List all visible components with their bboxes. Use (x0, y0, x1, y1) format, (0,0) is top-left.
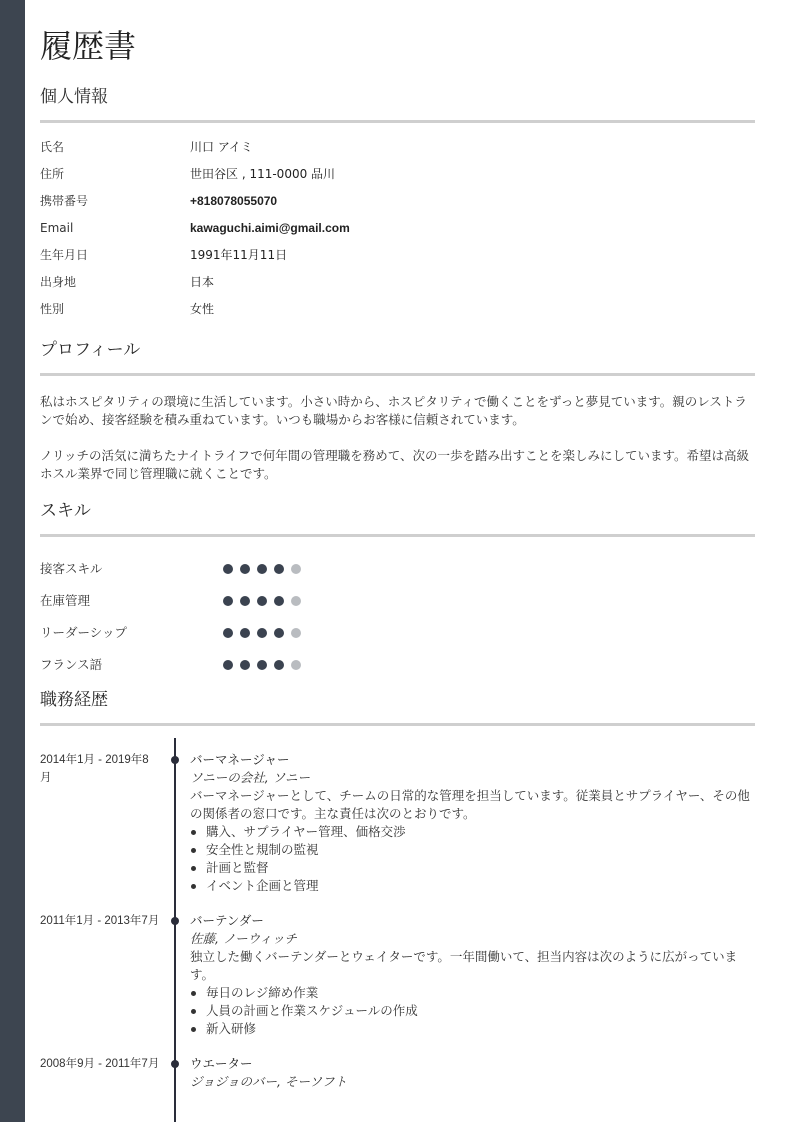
rating-dot-filled-icon (223, 628, 233, 638)
rating-dot-filled-icon (257, 564, 267, 574)
job-bullet: 毎日のレジ締め作業 (190, 984, 758, 1002)
info-label: 性別 (40, 302, 65, 316)
section-title-skills: スキル (40, 501, 91, 521)
info-label: 住所 (40, 167, 65, 181)
rating-dot-filled-icon (274, 660, 284, 670)
skill-name: フランス語 (40, 657, 103, 672)
info-label: 携帯番号 (40, 194, 89, 208)
section-divider (40, 534, 755, 537)
job-bullet: 人員の計画と作業スケジュールの作成 (190, 1002, 758, 1020)
rating-dot-filled-icon (223, 564, 233, 574)
rating-dot-filled-icon (240, 660, 250, 670)
skill-name: リーダーシップ (40, 625, 128, 640)
rating-dot-filled-icon (240, 628, 250, 638)
info-label: 生年月日 (40, 248, 89, 262)
job-company: ジョジョのバー, そーソフト (190, 1074, 347, 1089)
skill-row (40, 559, 440, 579)
rating-dot-empty-icon (291, 628, 301, 638)
rating-dot-filled-icon (223, 660, 233, 670)
rating-dot-filled-icon (274, 628, 284, 638)
info-value: 1991年11月11日 (190, 248, 288, 262)
rating-dot-empty-icon (291, 660, 301, 670)
document-title: 履歴書 (40, 27, 137, 65)
rating-dot-filled-icon (274, 564, 284, 574)
profile-paragraph: ノリッチの活気に満ちたナイトライフで何年間の管理職を務めて、次の一歩を踏み出すことを楽しみにしています。希望は高級ホスル業界で同じ管理職に就くことです。 (40, 448, 750, 481)
job-date: 2014年1月 - 2019年8月 (40, 754, 149, 784)
section-divider (40, 120, 755, 123)
timeline-dot-icon (171, 917, 179, 925)
info-row-email (40, 217, 755, 239)
timeline-dot-icon (171, 756, 179, 764)
info-row-phone (40, 190, 755, 212)
info-row-address (40, 163, 755, 185)
info-label: 氏名 (40, 140, 65, 154)
section-divider (40, 373, 755, 376)
job-date: 2008年9月 - 2011年7月 (40, 1058, 160, 1070)
job-title: バーマネージャー (190, 752, 290, 767)
rating-dot-filled-icon (257, 596, 267, 606)
info-value: +818078055070 (190, 194, 278, 208)
job-date: 2011年1月 - 2013年7月 (40, 915, 160, 927)
info-value: 川口 アイミ (190, 140, 253, 154)
job-body (190, 1055, 758, 1091)
rating-dot-filled-icon (240, 596, 250, 606)
job-title: バーテンダー (190, 913, 264, 928)
info-row-birthplace (40, 271, 755, 293)
section-divider (40, 723, 755, 726)
rating-dot-filled-icon (257, 660, 267, 670)
job-body (190, 751, 758, 895)
job-bullet: 計画と監督 (190, 859, 758, 877)
rating-dot-filled-icon (223, 596, 233, 606)
job-body (190, 912, 758, 1038)
job-bullet: 安全性と規制の監視 (190, 841, 758, 859)
skill-row (40, 655, 440, 675)
info-row-name (40, 136, 755, 158)
info-value: 女性 (190, 302, 215, 316)
rating-dot-empty-icon (291, 564, 301, 574)
job-company: 佐藤, ノーウィッチ (190, 931, 297, 946)
skill-row (40, 591, 440, 611)
profile-paragraph: 私はホスピタリティの環境に生活しています。小さい時から、ホスピタリティで働くことをずっと夢見ています。親のレストランで始め、接客経験を積み重ねています。いつも職場からお客様に信頼されています。 (40, 394, 747, 427)
job-bullet: 購入、サプライヤー管理、価格交渉 (190, 823, 758, 841)
rating-dot-filled-icon (257, 628, 267, 638)
rating-dot-filled-icon (240, 564, 250, 574)
info-row-gender (40, 298, 755, 320)
info-row-birthdate (40, 244, 755, 266)
job-bullet: イベント企画と管理 (190, 877, 758, 895)
rating-dot-filled-icon (274, 596, 284, 606)
job-bullet-list (190, 984, 758, 1038)
info-label: 出身地 (40, 275, 77, 289)
job-description: バーマネージャーとして、チームの日常的な管理を担当しています。従業員とサプライヤー、その他の関係者の窓口です。主な責任は次のとおりです。 (190, 788, 750, 821)
info-label: Email (40, 221, 74, 235)
info-value: kawaguchi.aimi@gmail.com (190, 221, 350, 235)
timeline-dot-icon (171, 1060, 179, 1068)
rating-dot-empty-icon (291, 596, 301, 606)
job-company: ソニーの会社, ソニー (190, 770, 310, 785)
job-bullet-list (190, 823, 758, 895)
skill-name: 接客スキル (40, 561, 103, 576)
job-title: ウエーター (190, 1056, 253, 1071)
section-title-profile: プロフィール (40, 340, 141, 360)
skill-name: 在庫管理 (40, 593, 91, 608)
skill-row (40, 623, 440, 643)
info-value: 日本 (190, 275, 215, 289)
section-title-personal: 個人情報 (40, 87, 108, 107)
section-title-experience: 職務経歴 (40, 690, 108, 710)
job-bullet: 新入研修 (190, 1020, 758, 1038)
info-value: 世田谷区 , 111-0000 品川 (190, 167, 336, 181)
sidebar-accent-bar (0, 0, 25, 1122)
job-description: 独立した働くバーテンダーとウェイターです。一年間働いて、担当内容は次のように広がっています。 (190, 949, 738, 982)
